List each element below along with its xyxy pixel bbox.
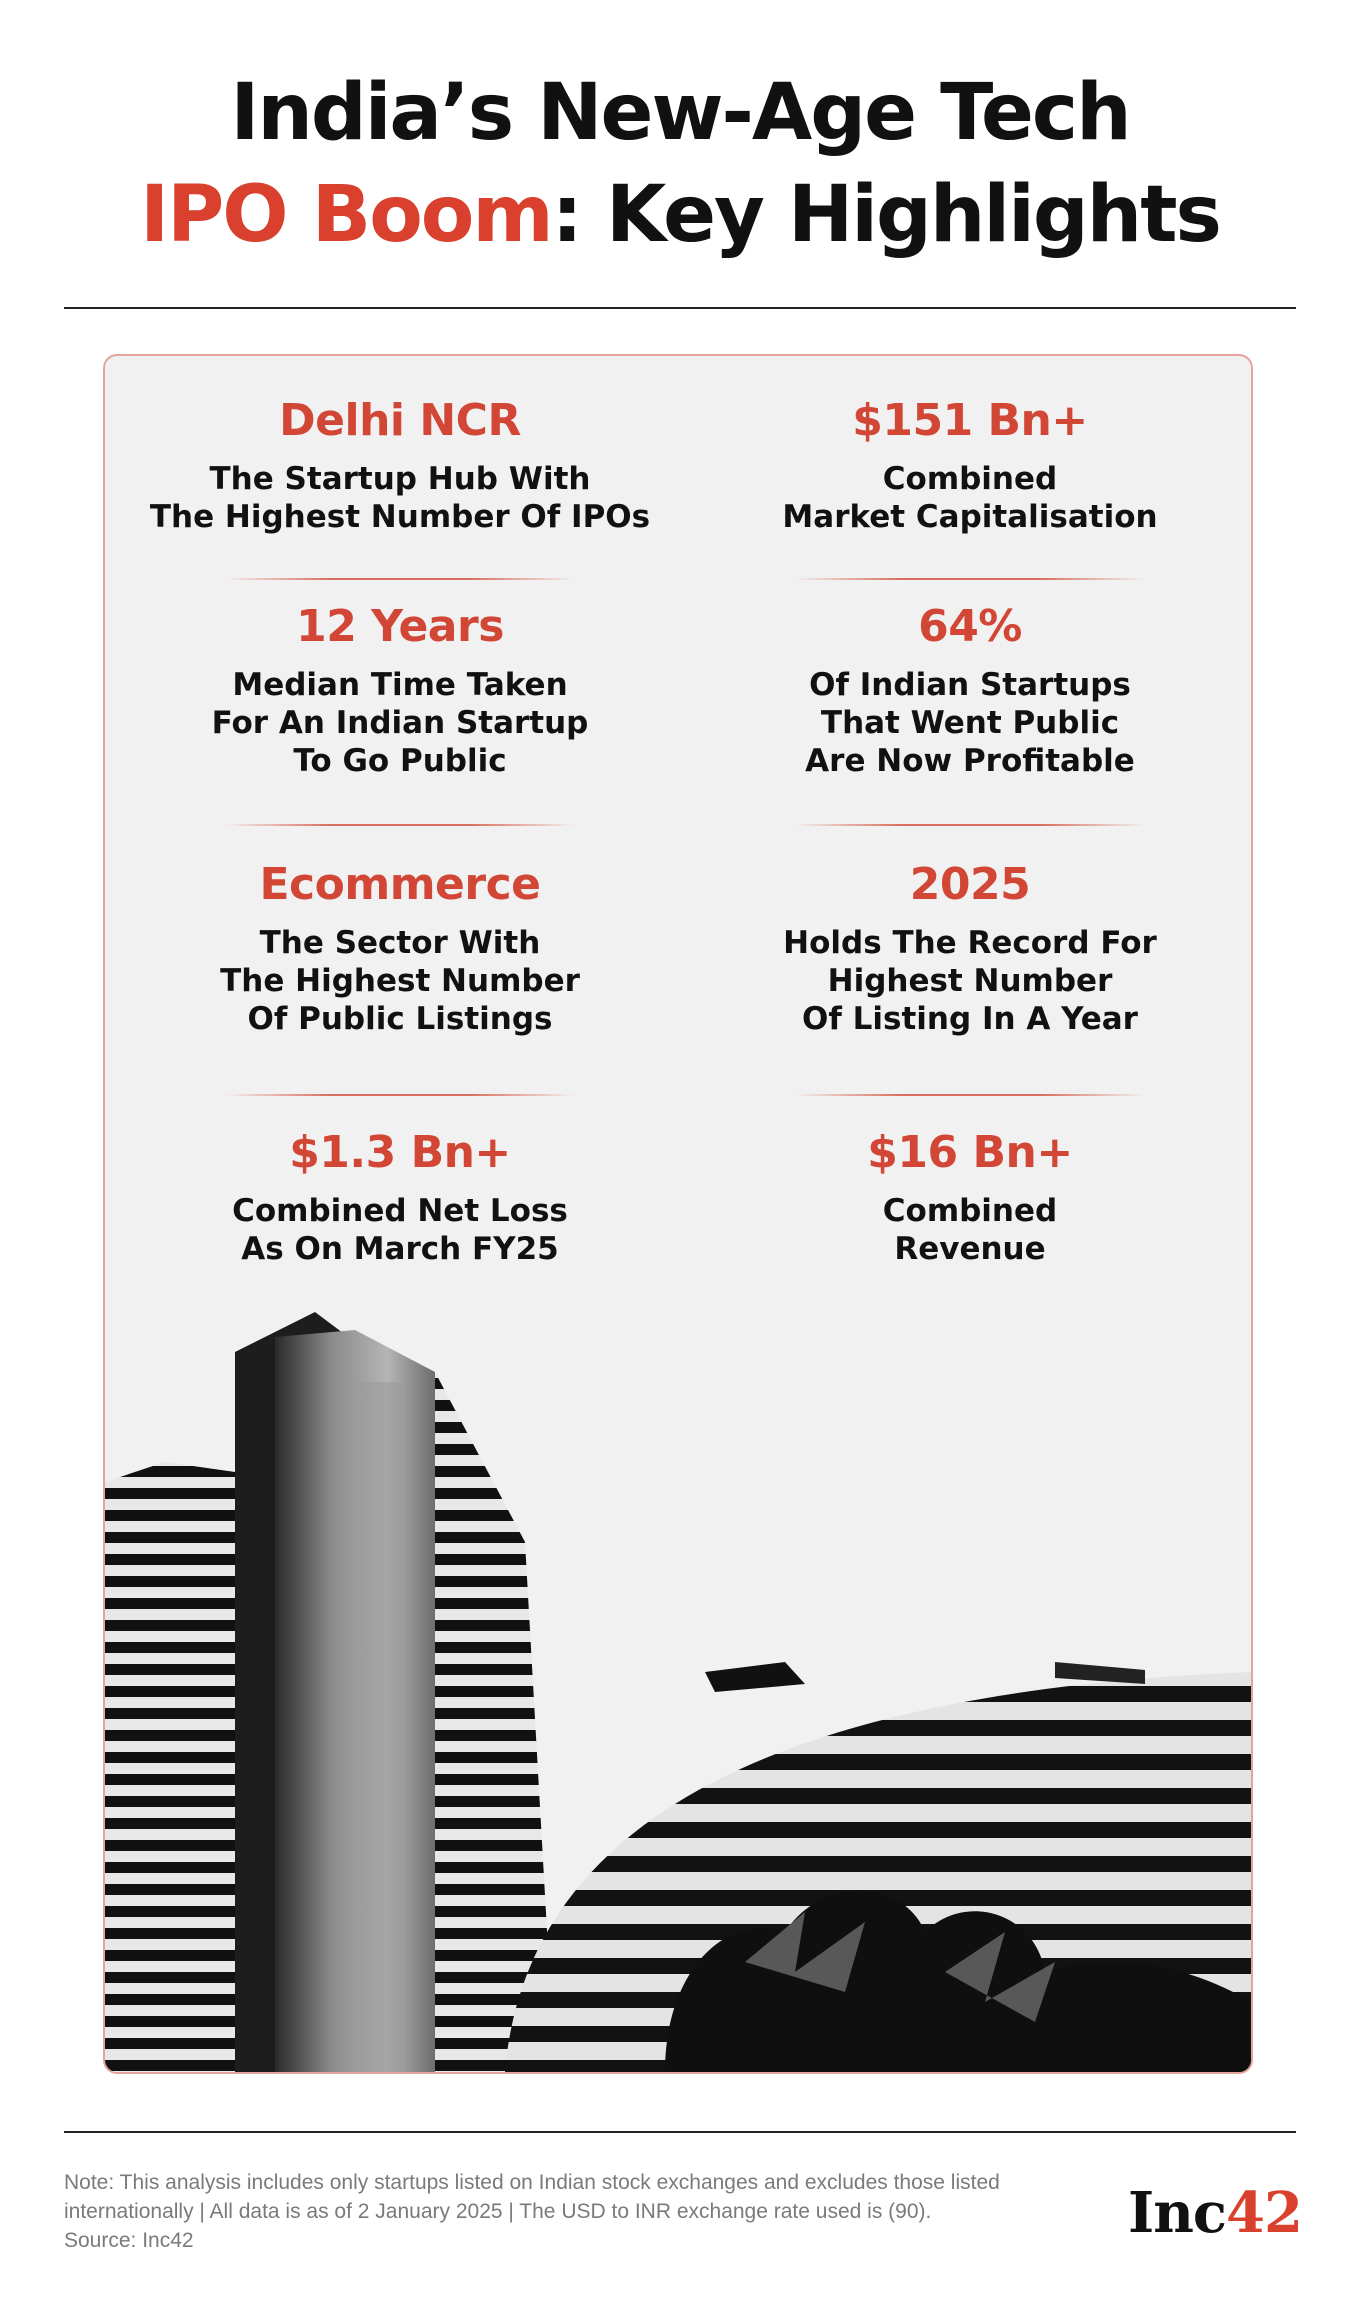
stat-description: Of Indian Startups That Went Public Are Now Profitable	[805, 667, 1135, 779]
logo-text: Inc	[1128, 2180, 1227, 2246]
stat-net-loss	[120, 1126, 680, 1268]
row-divider	[795, 1094, 1145, 1096]
row-divider	[225, 1094, 575, 1096]
stat-profitable	[690, 600, 1250, 780]
bottom-divider	[64, 2131, 1296, 2133]
highlights-card	[103, 354, 1253, 2074]
stat-description: Holds The Record For Highest Number Of Listing In A Year	[783, 925, 1157, 1037]
title-line-1: India’s New-Age Tech	[230, 68, 1130, 158]
title-accent: IPO Boom	[140, 170, 552, 260]
row-divider	[795, 578, 1145, 580]
note-line-1: Note: This analysis includes only startups listed on Indian stock exchanges and excludes those listed	[64, 2171, 1000, 2194]
row-divider	[225, 824, 575, 826]
stat-value: 2025	[909, 859, 1031, 910]
row-divider	[225, 578, 575, 580]
inc42-logo	[1128, 2180, 1302, 2246]
stat-value: $151 Bn+	[852, 395, 1088, 446]
source-text: Source: Inc42	[64, 2229, 194, 2252]
stat-description: Median Time Taken For An Indian Startup To Go Public	[211, 667, 589, 779]
stat-description: The Startup Hub With The Highest Number Of IPOs	[149, 461, 651, 535]
stat-value: Ecommerce	[259, 859, 541, 910]
stat-hub	[120, 394, 680, 536]
stat-value: $16 Bn+	[867, 1127, 1073, 1178]
note-line-2: internationally | All data is as of 2 January 2025 | The USD to INR exchange rate used is (90).	[64, 2200, 932, 2223]
stat-value: 64%	[918, 601, 1022, 652]
page-title	[0, 62, 1360, 266]
stat-value: Delhi NCR	[279, 395, 521, 446]
stat-record-year	[690, 858, 1250, 1038]
stat-median-time	[120, 600, 680, 780]
stat-value: $1.3 Bn+	[289, 1127, 511, 1178]
stat-revenue	[690, 1126, 1250, 1268]
stat-value: 12 Years	[296, 601, 504, 652]
stock-exchange-building-illustration	[105, 1312, 1251, 2072]
stat-market-cap	[690, 394, 1250, 536]
row-divider	[795, 824, 1145, 826]
stat-description: Combined Net Loss As On March FY25	[232, 1193, 568, 1267]
stat-description: Combined Revenue	[882, 1193, 1058, 1267]
footnote	[64, 2168, 1084, 2255]
logo-number: 42	[1226, 2180, 1302, 2246]
stat-sector	[120, 858, 680, 1038]
stat-description: The Sector With The Highest Number Of Public Listings	[220, 925, 580, 1037]
stat-description: Combined Market Capitalisation	[782, 461, 1158, 535]
top-divider	[64, 307, 1296, 309]
title-rest: : Key Highlights	[551, 170, 1220, 260]
